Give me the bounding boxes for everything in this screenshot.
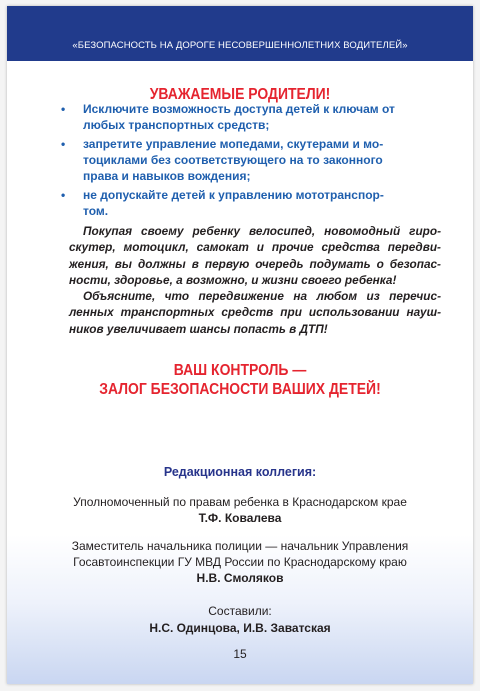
list-item-line: права и навыков вождения; xyxy=(83,169,251,183)
compiled-label: Составили: xyxy=(208,604,272,618)
bullet-icon: • xyxy=(61,188,66,202)
header-band xyxy=(7,6,473,61)
greeting-heading: УВАЖАЕМЫЕ РОДИТЕЛИ! xyxy=(149,86,331,103)
member2-role-line1: Заместитель начальника полиции — начальник Управления xyxy=(71,539,409,553)
recommendations-list xyxy=(61,101,443,219)
list-item xyxy=(61,136,443,184)
list-item-line: не допускайте детей к управлению мототранспор- xyxy=(83,188,384,202)
list-item-line: том. xyxy=(83,204,109,218)
paragraph-headphones: Объясните, что передвижение на любом из перечис-ленных транспортных средств при использовании науш-ников увеличивает шансы попасть в ДТП! xyxy=(69,289,441,336)
paragraph-purchase: Покупая своему ребенку велосипед, новомодный гиро-скутер, мотоцикл, самокат и прочие средства передви-жения, вы должны в первую очередь подумать о безопас-ности, здоровье, а возможно, и жизни своего ребенка! xyxy=(69,224,441,287)
list-item-line: запретите управление мопедами, скутерами и мо- xyxy=(83,137,384,151)
bullet-icon: • xyxy=(61,102,66,116)
member2-name: Н.В. Смоляков xyxy=(196,571,284,585)
list-item xyxy=(61,187,443,219)
document-page xyxy=(7,6,473,684)
list-item-line: Исключите возможность доступа детей к ключам от xyxy=(83,102,395,116)
page-number: 15 xyxy=(233,647,247,661)
slogan-line-1: ВАШ КОНТРОЛЬ — xyxy=(173,362,307,379)
header-title: «БЕЗОПАСНОСТЬ НА ДОРОГЕ НЕСОВЕРШЕННОЛЕТНИХ ВОДИТЕЛЕЙ» xyxy=(72,40,408,51)
member1-role: Уполномоченный по правам ребенка в Краснодарском крае xyxy=(73,495,407,509)
slogan-line-2: ЗАЛОГ БЕЗОПАСНОСТИ ВАШИХ ДЕТЕЙ! xyxy=(99,381,381,398)
bullet-icon: • xyxy=(61,137,66,151)
member2-role-line2: Госавтоинспекции ГУ МВД России по Краснодарскому краю xyxy=(73,555,407,569)
compilers-names: Н.С. Одинцова, И.В. Заватская xyxy=(149,621,331,635)
list-item-line: тоциклами без соответствующего на то законного xyxy=(83,153,383,167)
list-item xyxy=(61,101,443,133)
member1-name: Т.Ф. Ковалева xyxy=(198,511,282,525)
editorial-title: Редакционная коллегия: xyxy=(163,465,317,479)
list-item-line: любых транспортных средств; xyxy=(83,118,270,132)
